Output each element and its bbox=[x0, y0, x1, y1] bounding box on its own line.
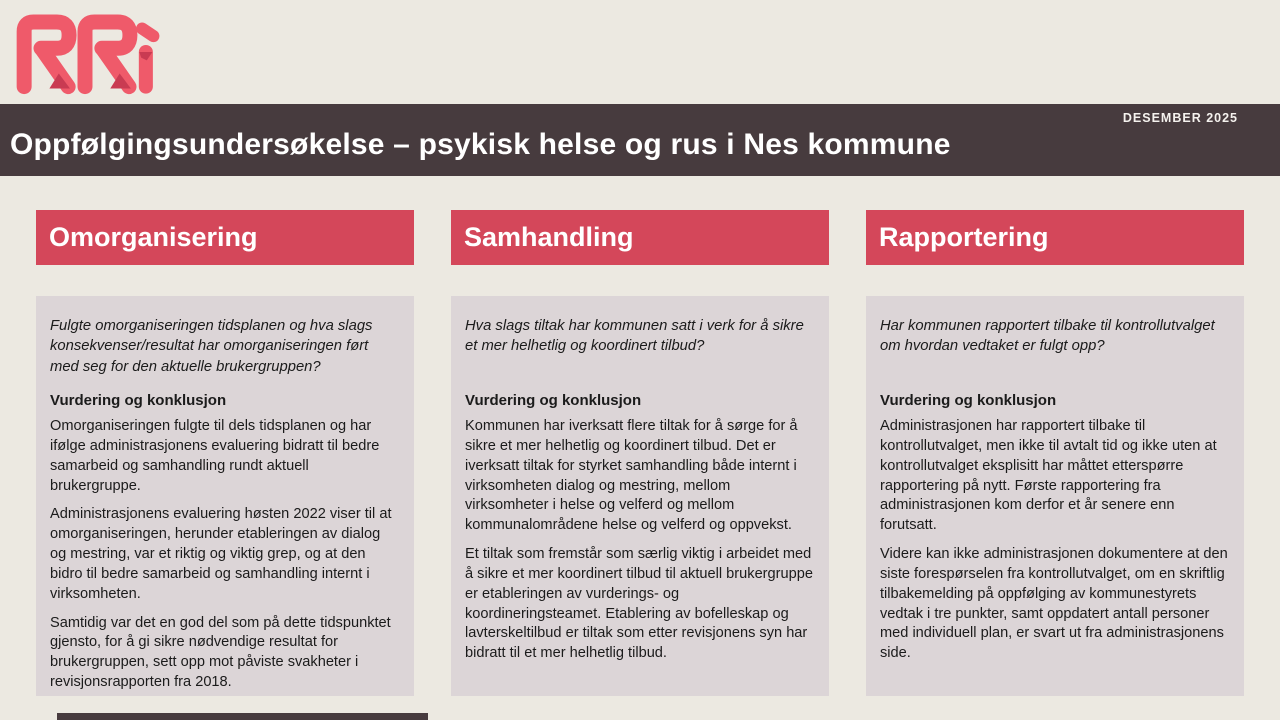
paragraph: Kommunen har iverksatt flere tiltak for å sørge for å sikre et mer helhetlig og koordinert tilbud. Det er iverksatt tiltak for styrket samhandling både internt i virksomheten dialog og mestring, mellom virksomheter i helse og velferd og mellom kommunalområdene helse og velferd og oppvekst. bbox=[465, 418, 798, 534]
column-body-samhandling bbox=[451, 296, 829, 696]
paragraph: Samtidig var det en god del som på dette tidspunktet gjensto, for å gi sikre nødvendige resultat for brukergruppen, sett opp mot påviste svakheter i revisjonsrapporten fra 2018. bbox=[50, 614, 391, 691]
column-header-samhandling: Samhandling bbox=[451, 210, 829, 265]
column-question: Fulgte omorganiseringen tidsplanen og hva slags konsekvenser/resultat har omorganiseringen ført med seg for den aktuelle brukergruppen? bbox=[50, 318, 373, 375]
column-omorganisering bbox=[36, 210, 414, 696]
rri-logo-icon bbox=[10, 8, 160, 96]
paragraph: Administrasjonen har rapportert tilbake til kontrollutvalget, men ikke til avtalt tid og ikke uten at kontrollutvalget eksplisitt har måttet etterspørre rapportering på nytt. Første rapportering fra administrasjonen kom derfor et år senere enn forutsatt. bbox=[880, 418, 1217, 534]
paragraph-list bbox=[465, 417, 815, 664]
page-title: Oppfølgingsundersøkelse – psykisk helse og rus i Nes kommune bbox=[10, 128, 951, 161]
paragraph-list bbox=[880, 417, 1230, 664]
paragraph: Et tiltak som fremstår som særlig viktig i arbeidet med å sikre et mer koordinert tilbud til aktuell brukergruppe er etableringen av vurderings- og koordineringsteamet. Etablering av bofelleskap og lavterskeltilbud er tiltak som etter revisjonens syn har bidratt til et mer helhetlig tilbud. bbox=[465, 546, 813, 662]
paragraph: Administrasjonens evaluering høsten 2022 viser til at omorganiseringen, herunder etableringen av dialog og mestring, var et riktig og viktig grep, og at den bidro til bedre samarbeid og samhandling internt i virksomheten. bbox=[50, 506, 392, 602]
columns-container bbox=[36, 210, 1244, 696]
column-header-rapportering: Rapportering bbox=[866, 210, 1244, 265]
column-samhandling bbox=[451, 210, 829, 696]
rri-logo bbox=[10, 8, 160, 96]
column-question: Hva slags tiltak har kommunen satt i verk for å sikre et mer helhetlig og koordinert tilbud? bbox=[465, 318, 804, 355]
column-body-omorganisering bbox=[36, 296, 414, 696]
column-body-rapportering bbox=[866, 296, 1244, 696]
report-date: DESEMBER 2025 bbox=[1122, 111, 1238, 125]
top-strip bbox=[0, 0, 1280, 104]
paragraph: Videre kan ikke administrasjonen dokumentere at den siste forespørselen fra kontrollutvalget, om en skriftlig tilbakemelding på oppfølging av kommunestyrets vedtak i tre punkter, samt oppdatert antall personer med individuell plan, er svart ut fra administrasjonens side. bbox=[880, 546, 1228, 662]
title-bar bbox=[0, 104, 1280, 176]
paragraph-list bbox=[50, 417, 400, 693]
footer-bar bbox=[57, 713, 428, 720]
column-header-omorganisering: Omorganisering bbox=[36, 210, 414, 265]
paragraph: Omorganiseringen fulgte til dels tidsplanen og har ifølge administrasjonens evaluering bidratt til bedre samarbeid og samhandling rundt aktuell brukergruppe. bbox=[50, 418, 380, 494]
column-question: Har kommunen rapportert tilbake til kontrollutvalget om hvordan vedtaket er fulgt opp? bbox=[880, 318, 1215, 355]
column-rapportering bbox=[866, 210, 1244, 696]
section-heading: Vurdering og konklusjon bbox=[465, 392, 642, 409]
section-heading: Vurdering og konklusjon bbox=[880, 392, 1057, 409]
section-heading: Vurdering og konklusjon bbox=[50, 392, 227, 409]
